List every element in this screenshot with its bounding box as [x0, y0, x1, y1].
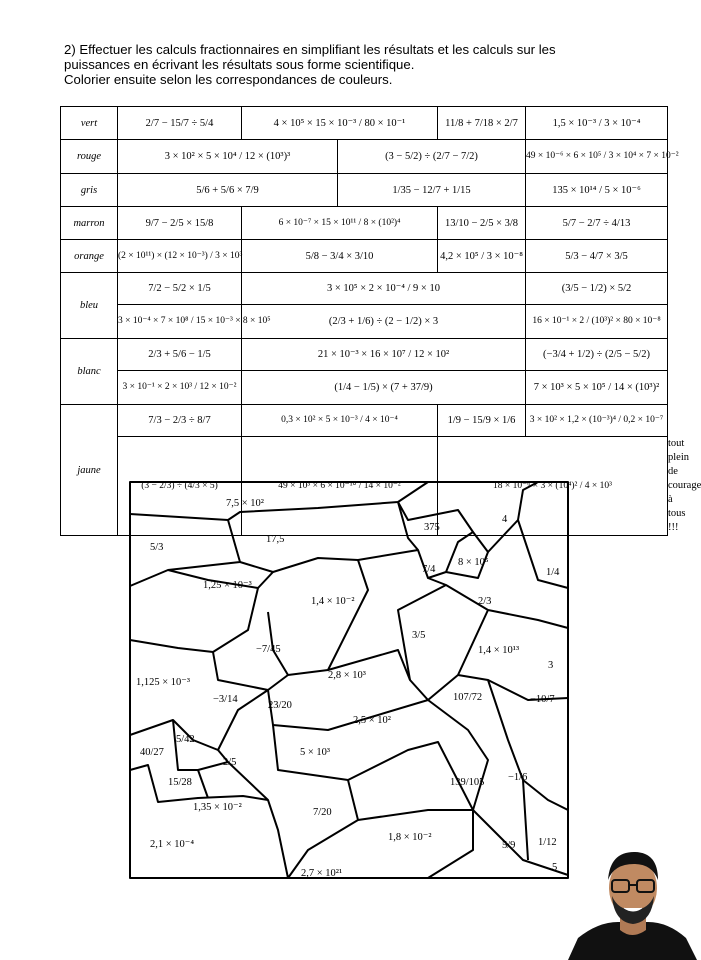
color-label: bleu: [61, 273, 118, 339]
calc-text: 49 × 10⁻⁶ × 6 × 10⁵ / 3 × 10⁴ × 7 × 10⁻²: [526, 151, 679, 161]
calc-cell: [242, 107, 438, 140]
row-bleu-b: [61, 305, 668, 339]
calc-cell: [438, 240, 526, 273]
region-edge: [268, 690, 428, 730]
map-label: 7/4: [422, 564, 436, 575]
map-label: 5/3: [150, 542, 164, 553]
region-edge: [130, 588, 258, 652]
map-label: 107/72: [453, 692, 483, 703]
calc-text: (3 − 2/3) ÷ (4/3 × 5): [141, 480, 218, 491]
region-edge: [273, 725, 473, 810]
calc-text: 5/7 − 2/7 ÷ 4/13: [562, 217, 631, 229]
instruction-line-3: Colorier ensuite selon les correspondances de couleurs.: [64, 72, 393, 87]
region-edge: [228, 762, 288, 878]
calc-text: 1,5 × 10⁻³ / 3 × 10⁻⁴: [552, 117, 641, 129]
calc-text: 7 × 10³ × 5 × 10⁵ / 14 × (10³)²: [533, 382, 660, 393]
calc-cell: [526, 405, 668, 437]
calc-text: 3 × 10⁵ × 2 × 10⁻⁴ / 9 × 10: [327, 283, 440, 294]
map-label: 7/20: [313, 807, 332, 818]
color-label: jaune: [61, 405, 118, 536]
calc-text: 3 × 10⁻⁴ × 7 × 10⁸ / 15 × 10⁻³ × 8 × 10⁵: [118, 316, 271, 326]
calc-cell: [242, 207, 438, 240]
row-jaune-a: [61, 405, 668, 437]
calc-text: 5/6 + 5/6 × 7/9: [196, 184, 259, 196]
instruction-line-1: 2) Effectuer les calculs fractionnaires en simplifiant les résultats et les calculs sur les: [64, 42, 556, 57]
region-edge: [268, 560, 368, 675]
region-edge: [130, 690, 268, 750]
calc-text: 7/2 − 5/2 × 1/5: [148, 283, 211, 294]
row-gris: [61, 174, 668, 207]
region-edge: [428, 700, 568, 875]
calc-cell: [118, 107, 242, 140]
map-label: 1/12: [538, 837, 557, 848]
calc-text: (3/5 − 1/2) × 5/2: [561, 283, 632, 294]
map-label: 2,5 × 10²: [353, 715, 391, 726]
map-label: 5/42: [176, 734, 195, 745]
calc-cell: [118, 339, 242, 371]
map-label: 1/4: [546, 567, 560, 578]
calc-cell: [526, 273, 668, 305]
instructions: [64, 42, 664, 87]
calc-cell: [118, 273, 242, 305]
calc-text: 49 × 10³ × 6 × 10⁻¹⁰ / 14 × 10⁻²: [278, 480, 401, 491]
map-label: 1,35 × 10⁻²: [193, 802, 242, 813]
calc-text: 3 × 10² × 5 × 10⁴ / 12 × (10³)³: [164, 151, 291, 162]
calc-text: 16 × 10⁻¹ × 2 / (10³)² × 80 × 10⁻⁸: [532, 316, 661, 326]
row-vert: [61, 107, 668, 140]
color-label: gris: [61, 174, 118, 207]
instruction-line-2: puissances en écrivant les résultats sous forme scientifique.: [64, 57, 415, 72]
calc-cell: [526, 140, 679, 174]
map-label: 2/5: [223, 757, 237, 768]
person-portrait-icon: [568, 830, 697, 960]
calc-cell: [242, 405, 438, 437]
calc-text: (2/3 + 1/6) ÷ (2 − 1/2) × 3: [328, 316, 439, 327]
calc-cell: [118, 207, 242, 240]
map-label: 1,4 × 10⁻²: [311, 596, 355, 607]
calc-cell: [526, 339, 668, 371]
calc-cell: [526, 107, 668, 140]
calc-text: 1/35 − 12/7 + 1/15: [392, 184, 471, 196]
calc-cell: [338, 140, 526, 174]
calc-text: 3 × 10² × 1,2 × (10⁻³)⁴ / 0,2 × 10⁻⁷: [529, 415, 664, 425]
calc-text: 21 × 10⁻³ × 16 × 10⁷ / 12 × 10²: [317, 349, 450, 360]
map-label: 139/105: [450, 777, 485, 788]
region-edge: [488, 482, 538, 552]
calc-text: 2/7 − 15/7 ÷ 5/4: [145, 117, 214, 129]
calc-cell: [118, 405, 242, 437]
calc-cell: [242, 305, 526, 339]
map-label: 1,8 × 10⁻²: [388, 832, 432, 843]
map-label: 8 × 10⁵: [458, 557, 489, 568]
row-marron: [61, 207, 668, 240]
map-label: 3/5: [412, 630, 426, 641]
calc-text: 6 × 10⁻⁷ × 15 × 10¹¹ / 8 × (10²)⁴: [278, 217, 401, 228]
region-edge: [240, 550, 418, 572]
map-label: 1,125 × 10⁻³: [136, 677, 190, 688]
calc-cell: [242, 240, 438, 273]
calc-text: 2/3 + 5/6 − 1/5: [148, 349, 211, 360]
region-edge: [523, 780, 568, 810]
map-label: 375: [424, 522, 440, 533]
calc-text: 13/10 − 2/5 × 3/8: [444, 217, 519, 229]
row-blanc-b: [61, 371, 668, 405]
row-rouge: [61, 140, 668, 174]
calc-cell: [438, 207, 526, 240]
map-label: −3/14: [213, 694, 238, 705]
calc-cell: [242, 273, 526, 305]
calc-text: 3 × 10⁻¹ × 2 × 10³ / 12 × 10⁻²: [122, 382, 237, 392]
map-label: 2,8 × 10³: [328, 670, 366, 681]
color-label: rouge: [61, 140, 118, 174]
map-label: 2,7 × 10²¹: [301, 868, 343, 879]
calc-cell: [118, 305, 271, 339]
region-edge: [488, 680, 568, 700]
map-label: 2,1 × 10⁻⁴: [150, 839, 194, 850]
map-label: −7/45: [256, 644, 281, 655]
region-edge: [130, 520, 240, 586]
calc-cell: [526, 305, 668, 339]
calc-text: 9/7 − 2/5 × 15/8: [145, 217, 214, 229]
map-label: 23/20: [268, 700, 292, 711]
color-label: blanc: [61, 339, 118, 405]
map-label: 5: [552, 862, 558, 873]
map-label: 1,4 × 10¹³: [478, 645, 520, 656]
map-label: 15/28: [168, 777, 192, 788]
color-label: orange: [61, 240, 118, 273]
row-jaune-b: (3 − 2/3) ÷ (4/3 × 5) 49 × 10³ × 6 × 10⁻¹⁰ / 14 × 10⁻² 18 × 10⁻⁶ × 3 × (10⁴)² / 4 × 10³ tout plein de courage à tous !!!: [61, 437, 668, 536]
calc-cell: [118, 240, 242, 273]
calc-cell: [526, 174, 668, 207]
calc-cell: [526, 371, 668, 405]
exercise-table: [60, 106, 701, 536]
map-label: 5/9: [502, 840, 516, 851]
coloring-map: [128, 480, 572, 882]
map-label: 4: [502, 514, 508, 525]
calc-text: 5/8 − 3/4 × 3/10: [305, 250, 374, 262]
map-label: −10/7: [530, 694, 555, 705]
calc-cell: [118, 140, 338, 174]
row-orange: [61, 240, 668, 273]
region-edge: [288, 780, 358, 878]
region-edge: [198, 770, 208, 798]
calc-text: 5/3 − 4/7 × 3/5: [565, 250, 628, 262]
color-label: vert: [61, 107, 118, 140]
calc-text: 135 × 10¹⁴ / 5 × 10⁻⁶: [552, 184, 641, 196]
map-label: 2/3: [478, 596, 492, 607]
color-label: marron: [61, 207, 118, 240]
calc-text: (1/4 − 1/5) × (7 + 37/9): [334, 382, 433, 393]
map-label: 3: [548, 660, 554, 671]
calc-cell: [118, 174, 338, 207]
region-edge: [428, 578, 568, 628]
calc-cell: [438, 107, 526, 140]
calc-cell: [242, 371, 526, 405]
region-edge: [130, 482, 428, 520]
calc-text: 4 × 10⁵ × 15 × 10⁻³ / 80 × 10⁻¹: [273, 117, 406, 129]
map-label: 40/27: [140, 747, 164, 758]
calc-text: (3 − 5/2) ÷ (2/7 − 7/2): [385, 151, 478, 162]
row-bleu-a: [61, 273, 668, 305]
calc-cell: [338, 174, 526, 207]
calc-text: 11/8 + 7/18 × 2/7: [445, 117, 518, 129]
calc-text: 18 × 10⁻⁶ × 3 × (10⁴)² / 4 × 10³: [493, 480, 612, 491]
calc-cell: [242, 339, 526, 371]
calc-cell: [526, 240, 668, 273]
region-edge: [518, 520, 568, 588]
map-label: −1/6: [508, 772, 528, 783]
calc-text: (2 × 10¹¹) × (12 × 10⁻³) / 3 × 10³: [118, 250, 243, 261]
map-label: 1,25 × 10⁻³: [203, 580, 252, 591]
row-blanc-a: [61, 339, 668, 371]
calc-text: 0,3 × 10² × 5 × 10⁻³ / 4 × 10⁻⁴: [281, 415, 398, 425]
calc-cell: [438, 405, 526, 437]
calc-text: 4,2 × 10⁵ / 3 × 10⁻⁸: [440, 250, 523, 262]
region-edge: [358, 810, 473, 878]
map-label: 7,5 × 10²: [226, 498, 264, 509]
calc-cell: [118, 371, 242, 405]
calc-text: 1/9 − 15/9 × 1/6: [447, 415, 516, 426]
calc-cell: [526, 207, 668, 240]
calc-text: (−3/4 + 1/2) ÷ (2/5 − 5/2): [543, 349, 650, 360]
calc-text: 7/3 − 2/3 ÷ 8/7: [148, 415, 211, 426]
map-label: 17,5: [266, 534, 285, 545]
map-label: 5 × 10³: [300, 747, 331, 758]
